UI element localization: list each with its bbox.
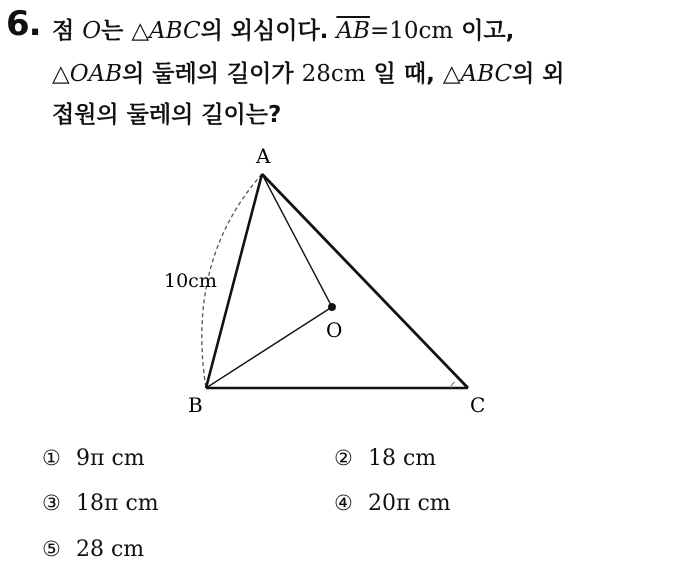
label-a: A — [256, 144, 271, 168]
triangle-symbol: △ — [52, 61, 70, 87]
triangle-figure — [150, 140, 510, 420]
text: 의 둘레의 길이가 — [122, 61, 302, 87]
choice-4[interactable] — [334, 491, 451, 516]
choice-3[interactable] — [42, 491, 159, 516]
text: 는 — [101, 18, 132, 44]
text: 의 외 — [512, 61, 565, 87]
choice-value: 18 cm — [368, 446, 437, 471]
triangle-symbol: △ — [131, 18, 150, 44]
triangle-symbol: △ — [442, 61, 461, 87]
choice-value: 28 cm — [76, 537, 145, 562]
choice-1[interactable] — [42, 446, 145, 471]
question-line-3 — [52, 96, 281, 129]
question-line-2 — [52, 55, 565, 88]
choice-number: ② — [334, 446, 353, 470]
choice-value: 9π cm — [76, 446, 145, 471]
choice-2[interactable] — [334, 446, 436, 471]
choice-number: ① — [42, 446, 61, 470]
point-o-dot — [328, 303, 336, 311]
text: 접원의 둘레의 길이는? — [52, 102, 282, 128]
choice-number: ④ — [334, 491, 353, 515]
unit-cm: cm — [330, 61, 366, 87]
triangle-oab: OAB — [69, 61, 123, 87]
choice-value: 20π cm — [368, 491, 451, 516]
perimeter-value: 28 — [301, 61, 331, 87]
side-ac — [262, 174, 468, 388]
text: 이고, — [453, 18, 515, 44]
unit-cm: cm — [418, 18, 454, 44]
choice-5[interactable] — [42, 537, 144, 562]
text: 점 — [52, 18, 83, 44]
question-line-1 — [52, 12, 514, 45]
choice-value: 18π cm — [76, 491, 159, 516]
segment-oa — [262, 174, 332, 307]
triangle-abc: ABC — [149, 18, 201, 44]
segment-ab: $\overline{AB}$ — [336, 18, 370, 44]
point-o: O — [82, 18, 102, 44]
label-b: B — [188, 393, 203, 417]
length-label: 10cm — [164, 270, 217, 292]
label-c: C — [470, 393, 486, 417]
text: 의 외심이다. — [200, 18, 337, 44]
text: 일 때, — [365, 61, 443, 87]
label-o: O — [326, 318, 343, 342]
length-value: =10 — [369, 18, 419, 44]
triangle-abc: ABC — [460, 61, 513, 87]
question-number: 6. — [6, 4, 41, 44]
choice-number: ⑤ — [42, 537, 61, 561]
choice-number: ③ — [42, 491, 61, 515]
